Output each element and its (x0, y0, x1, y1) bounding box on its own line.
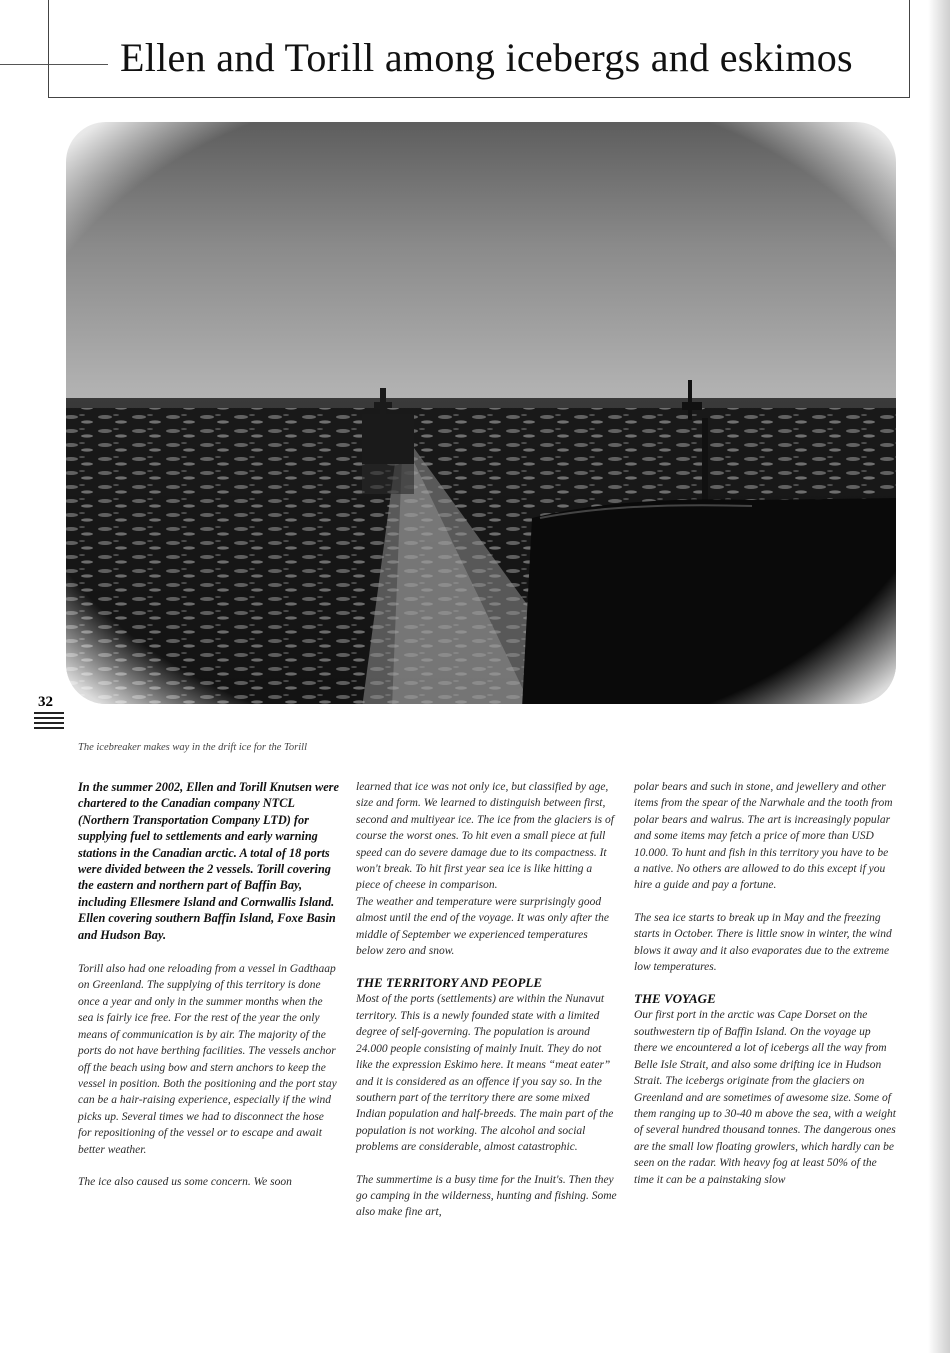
body-paragraph: The weather and temperature were surprisingly good almost until the end of the voyage. It was only after the middle of September we experienced temperatures below zero and snow. (356, 895, 609, 958)
body-paragraph: Our first port in the arctic was Cape Dorset on the southwestern tip of Baffin Island. On the voyage up there we encountered a lot of icebergs all the way from Belle Isle Strait, and also some drifting ice in Hudson Strait. The icebergs originate from the glaciers on Greenland and are sometimes of awesome size. Some of them ranging up to 30-40 m above the sea, with a weight of several hundred thousand tonnes. The dangerous ones are the small low floating growlers, which hardly can be seen on the radar. With heavy fog at least 50% of the time it can be a painstaking slow (634, 1009, 896, 1186)
lead-paragraph: In the summer 2002, Ellen and Torill Knutsen were chartered to the Canadian company NTCL (Northern Transportation Company LTD) for supplying fuel to settlements and early warning stations in the Canadian arctic. A total of 18 ports were divided between the 2 vessels. Torill covering the eastern and northern part of Baffin Bay, including Ellesmere Island and Cornwallis Island. Ellen covering southern Baffin Island, Foxe Basin and Hudson Bay. (78, 780, 339, 942)
section-heading-territory: THE TERRITORY AND PEOPLE (356, 975, 542, 991)
badge-line (34, 712, 64, 714)
section-heading-voyage: THE VOYAGE (634, 991, 716, 1007)
page-number: 32 (38, 694, 53, 710)
icebreaker-photo (62, 118, 900, 708)
body-paragraph: polar bears and such in stone, and jewellery and other items from the spear of the Narwhale and the tooth from polar bears and walrus. The art is increasingly popular and some items may fetch a price of more than USD 10.000. To hunt and fish in this territory you have to be a native. No others are allowed to do this except if you hire a guide and pay a fortune. (634, 781, 893, 892)
page-title: Ellen and Torill among icebergs and eskimos (120, 35, 853, 80)
badge-line (34, 727, 64, 729)
binding-shadow (928, 0, 950, 1353)
body-paragraph: The summertime is a busy time for the Inuit's. Then they go camping in the wilderness, hunting and fishing. Some also make fine art, (356, 1173, 617, 1219)
text-column-2 (356, 779, 618, 1237)
page-number-badge (34, 694, 68, 730)
body-paragraph: Torill also had one reloading from a vessel in Gadthaap on Greenland. The supplying of this territory is done once a year and only in the summer months when the sea is fairly ice free. For the rest of the year the only means of communication is by air. The majority of the ports do not have berthing facilities. The vessels anchor off the beach using bow and stern anchors to keep the vessel in position. Both the positioning and the port stay can be a hair-raising experience, especially if the wind picks up. Several times we had to disconnect the hose for repositioning of the vessel or to escape and await better weather. (78, 963, 337, 1156)
badge-line (34, 717, 64, 719)
body-paragraph: Most of the ports (settlements) are within the Nunavut territory. This is a newly founded state with a limited degree of self-governing. The population is around 24.000 people consisting of mainly Inuit. They do not like the expression Eskimo here. It means “meat eater” and it is considered as an offence if you say so. In the southern part of the territory there are some mixed Indian population and half-breeds. The main part of the population is not working. The alcohol and social problems are considerable, almost catastrophic. (356, 993, 614, 1154)
text-column-1 (78, 779, 340, 1206)
body-paragraph: The ice also caused us some concern. We soon (78, 1175, 292, 1188)
badge-line (34, 722, 64, 724)
text-column-3 (634, 779, 896, 1204)
body-paragraph: learned that ice was not only ice, but classified by age, size and form. We learned to distinguish between first, second and multiyear ice. The ice from the glaciers is of course the worst ones. To hit even a small piece at full speed can do severe damage due to its compactness. It won't break. To hit first year sea ice is like hitting a piece of cheese in comparison. (356, 781, 614, 892)
photo-caption: The icebreaker makes way in the drift ice for the Torill (78, 742, 308, 753)
body-paragraph: The sea ice starts to break up in May and the freezing starts in October. There is little snow in winter, the wind blows it away and it also evaporates due to the extreme low temperatures. (634, 911, 892, 974)
